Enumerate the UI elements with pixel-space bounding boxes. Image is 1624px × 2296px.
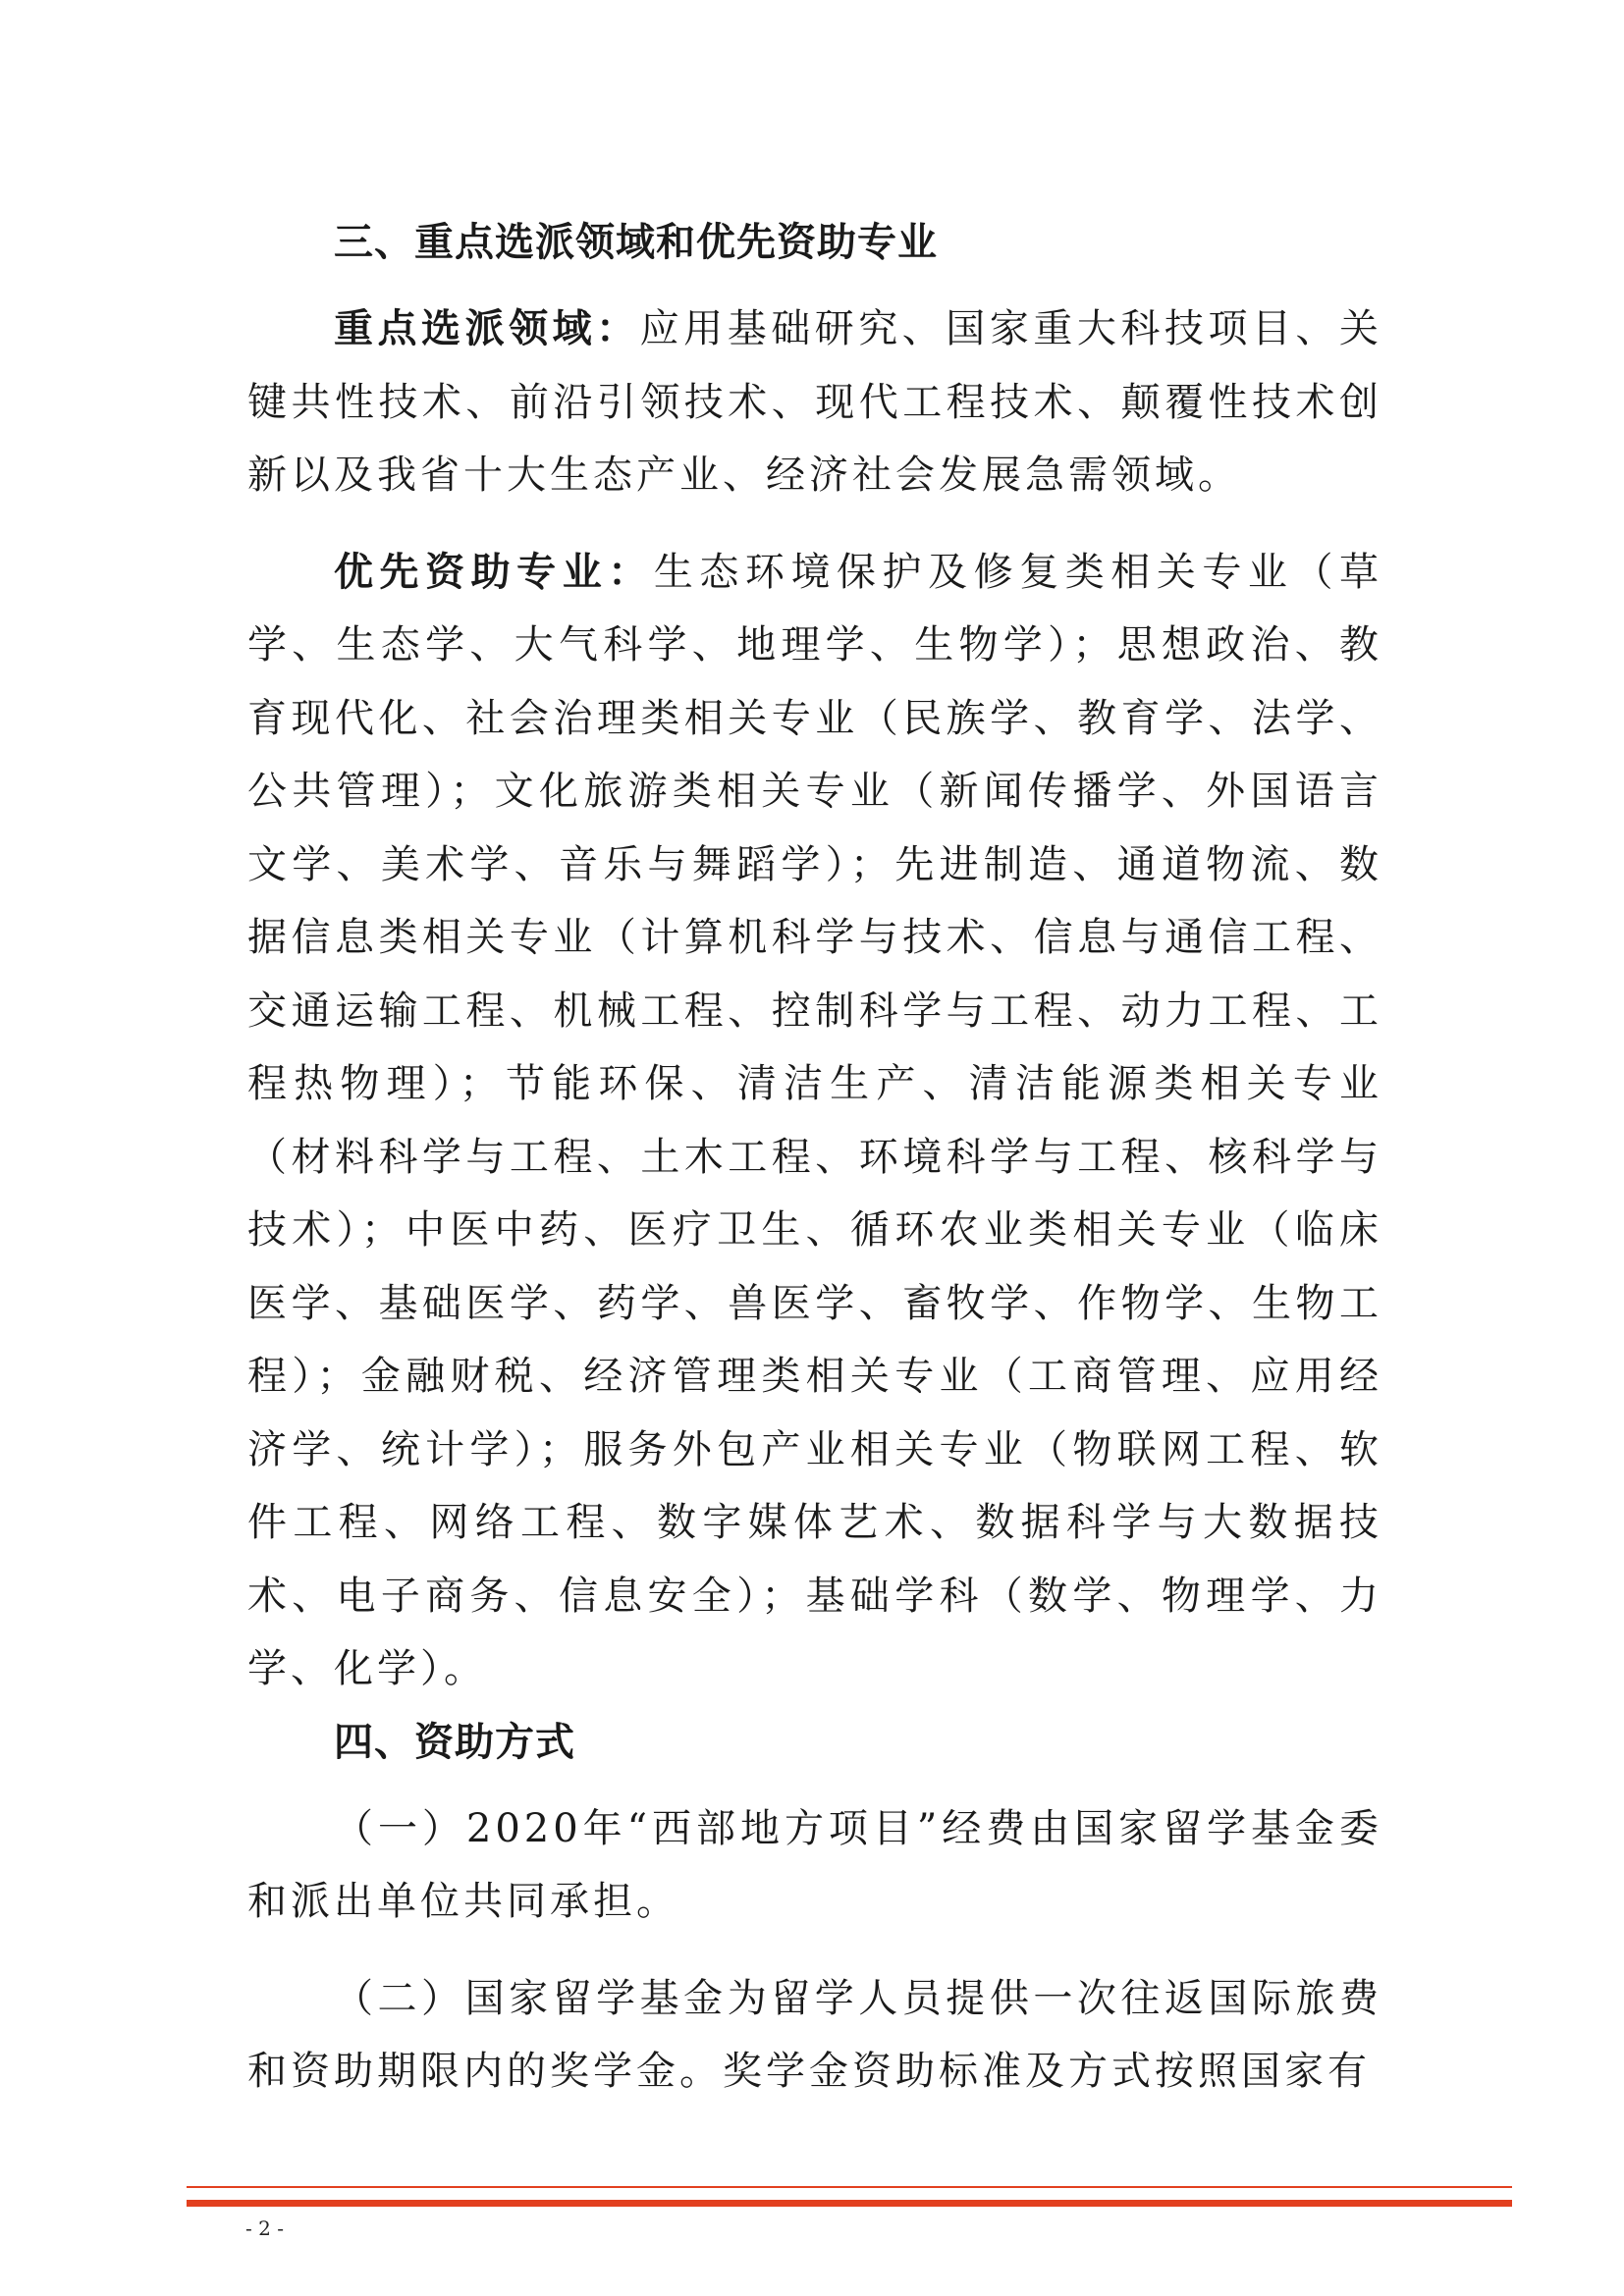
funding-item-2: （二）国家留学基金为留学人员提供一次往返国际旅费和资助期限内的奖学金。奖学金资助标准及方式按照国家有	[247, 1975, 1382, 2094]
footer-rule-thick	[187, 2200, 1512, 2207]
funding-item-1: （一）2020年“西部地方项目”经费由国家留学基金委和派出单位共同承担。	[247, 1805, 1382, 1924]
key-fields-label: 重点选派领域：	[334, 305, 640, 351]
page-number: - 2 -	[245, 2216, 284, 2240]
priority-majors-paragraph	[247, 536, 1382, 1706]
priority-majors-text: 生态环境保护及修复类相关专业（草学、生态学、大气科学、地理学、生物学）；思想政治、教育现代化、社会治理类相关专业（民族学、教育学、法学、公共管理）；文化旅游类相关专业（新闻传播学、外国语言文学、美术学、音乐与舞蹈学）；先进制造、通道物流、数据信息类相关专业（计算机科学与技术、信息与通信工程、交通运输工程、机械工程、控制科学与工程、动力工程、工程热物理）；节能环保、清洁生产、清洁能源类相关专业（材料科学与工程、土木工程、环境科学与工程、核科学与技术）；中医中药、医疗卫生、循环农业类相关专业（临床医学、基础医学、药学、兽医学、畜牧学、作物学、生物工程）；金融财税、经济管理类相关专业（工商管理、应用经济学、统计学）；服务外包产业相关专业（物联网工程、软件工程、网络工程、数字媒体艺术、数据科学与大数据技术、电子商务、信息安全）；基础学科（数学、物理学、力学、化学）。	[247, 549, 1383, 1691]
footer-rule-thin	[187, 2186, 1512, 2188]
key-fields-text: 应用基础研究、国家重大科技项目、关键共性技术、前沿引领技术、现代工程技术、颠覆性技术创新以及我省十大生态产业、经济社会发展急需领域。	[247, 306, 1383, 498]
document-body	[247, 206, 1382, 2109]
key-fields-paragraph	[247, 293, 1382, 512]
priority-majors-label: 优先资助专业：	[334, 548, 654, 595]
section-4-heading: 四、资助方式	[334, 1719, 575, 1765]
section-3-heading: 三、重点选派领域和优先资助专业	[334, 220, 938, 265]
